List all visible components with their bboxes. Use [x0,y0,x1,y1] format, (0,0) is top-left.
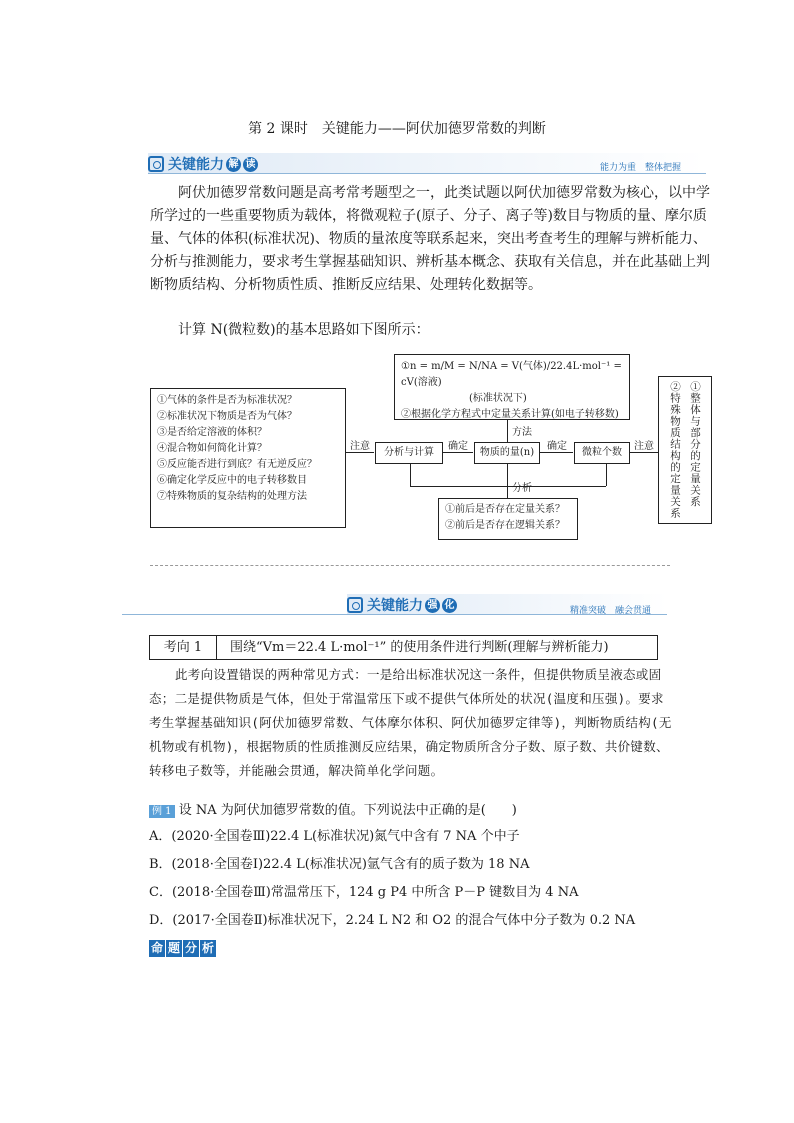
logic-box [438,498,578,540]
direction-label: 考向 1 [150,636,217,659]
section-header-reading [148,154,258,174]
particles-box: 微粒个数 [574,442,630,464]
option-b[interactable]: B．(2018·全国卷Ⅰ)22.4 L(标准状况)氩气含有的质子数为 18 NA [149,857,530,872]
arrow-label: 分析 [512,483,532,494]
section-header-motto: 精准突破 融会贯通 [570,606,652,616]
separator [150,565,670,566]
option-a[interactable]: A．(2020·全国卷Ⅲ)22.4 L(标准状况)氮气中含有 7 NA 个中子 [149,829,520,844]
heading-char: 命 [150,941,163,955]
arrow-label: 注意 [634,441,654,452]
analysis-heading [149,937,217,957]
checklist-item: ⑦特殊物质的复杂结构的处理方法 [157,491,307,502]
arrow [507,486,508,498]
formula-line: ②根据化学方程式中定量关系计算(如电子转移数) [401,409,619,420]
paragraph-line: 所学过的一些重要物质为载体，将微观粒子(原子、分子、离子等)数目与物质的量、摩尔质 [150,208,707,224]
amount-box: 物质的量(n) [474,442,540,464]
book-icon [347,597,363,613]
book-icon [148,156,164,172]
arrow [410,486,606,487]
arrow [540,452,573,453]
page-title: 第 2 课时 关键能力——阿伏加德罗常数的判断 [248,121,546,137]
checklist-item: ①气体的条件是否为标准状况？ [157,395,297,406]
direction-box [149,635,658,660]
arrow [346,452,374,453]
options-list [149,826,719,932]
direction-title: 围绕“Vm＝22.4 L·mol⁻¹” 的使用条件进行判断(理解与辨析能力) [230,640,609,655]
heading-char: 析 [201,941,214,955]
section-header-label: 关键能力 [168,157,224,173]
paragraph-line: 考生掌握基础知识(阿伏加德罗常数、气体摩尔体积、阿伏加德罗定律等)，判断物质结构(无 [149,715,672,730]
structure-box [658,376,712,524]
section-header-badge: 化 [442,598,457,613]
section-header-badge: 解 [226,157,241,172]
paragraph-line: 量、气体的体积(标准状况)、物质的量浓度等联系起来，突出考查考生的理解与辨析能力、 [150,231,707,247]
arrow [606,464,607,486]
logic-item: ①前后是否存在定量关系？ [445,504,565,515]
formula-note: (标准状况下) [469,393,527,404]
direction-paragraph [149,663,719,783]
analysis-box: 分析与计算 [375,442,443,464]
option-d[interactable]: D．(2017·全国卷Ⅱ)标准状况下，2.24 L N2 和 O2 的混合气体中分子数为 0.2 NA [149,913,636,928]
paragraph-line: 阿伏加德罗常数问题是高考常考题型之一，此类试题以阿伏加德罗常数为核心，以中学 [178,185,710,201]
paragraph-line: 态；二是提供物质是气体，但处于常温常压下或不提供气体所处的状况(温度和压强)。要求 [149,691,664,706]
section-header-label: 关键能力 [367,598,423,614]
question-text: 设 NA 为阿伏加德罗常数的值。下列说法中正确的是( ) [178,803,517,818]
example-question [149,800,709,823]
structure-column: ②特殊物质结构的定量关系 [669,381,681,519]
checklist-item: ⑤反应能否进行到底？有无逆反应？ [157,459,317,470]
paragraph-line: 机物或有机物)，根据物质的性质推测反应结果，确定物质所含分子数、原子数、共价键数、 [149,739,669,754]
example-tag: 例 1 [149,805,175,818]
arrow [410,464,411,486]
checklist-item: ⑥确定化学反应中的电子转移数目 [157,475,307,486]
section-header-badge: 读 [243,157,258,172]
checklist-item: ④混合物如何简化计算？ [157,443,267,454]
arrow-label: 注意 [350,441,370,452]
arrow [443,452,473,453]
section-header-badge: 强 [425,598,440,613]
formula-line: ①n = m/M = N/NA = V(气体)/22.4L·mol⁻¹ = cV(溶液) [401,361,622,388]
checklist-box [150,388,346,528]
intro-paragraph-2: 计算 N(微粒数)的基本思路如下图所示： [178,322,430,338]
logic-item: ②前后是否存在逻辑关系？ [445,520,565,531]
arrow [507,420,508,442]
formula-box [394,354,630,420]
arrow-label: 确定 [547,441,567,452]
paragraph-line: 断物质结构、分析物质性质、推断反应结果、处理转化数据等。 [150,277,542,293]
paragraph-line: 分析与推测能力，要求考生掌握基础知识、辨析基本概念、获取有关信息，并在此基础上判 [150,254,710,270]
checklist-item: ③是否给定溶液的体积？ [157,427,267,438]
paragraph-line: 转移电子数等，并能融会贯通，解决简单化学问题。 [149,763,444,778]
heading-char: 分 [184,941,197,955]
heading-char: 题 [167,941,180,955]
checklist-item: ②标准状况下物质是否为气体？ [157,411,297,422]
section-header-strengthen [347,595,457,615]
structure-column: ①整体与部分的定量关系 [689,381,701,508]
arrow-label: 方法 [512,427,532,438]
paragraph-line: 此考向设置错误的两种常见方式：一是给出标准状况这一条件，但提供物质呈液态或固 [175,667,662,682]
arrow [507,464,508,486]
arrow-label: 确定 [448,441,468,452]
arrow [630,452,658,453]
option-c[interactable]: C．(2018·全国卷Ⅲ)常温常压下，124 g P4 中所含 P－P 键数目为 4 NA [149,885,579,900]
intro-paragraph [150,182,710,297]
section-header-motto: 能力为重 整体把握 [600,163,682,173]
